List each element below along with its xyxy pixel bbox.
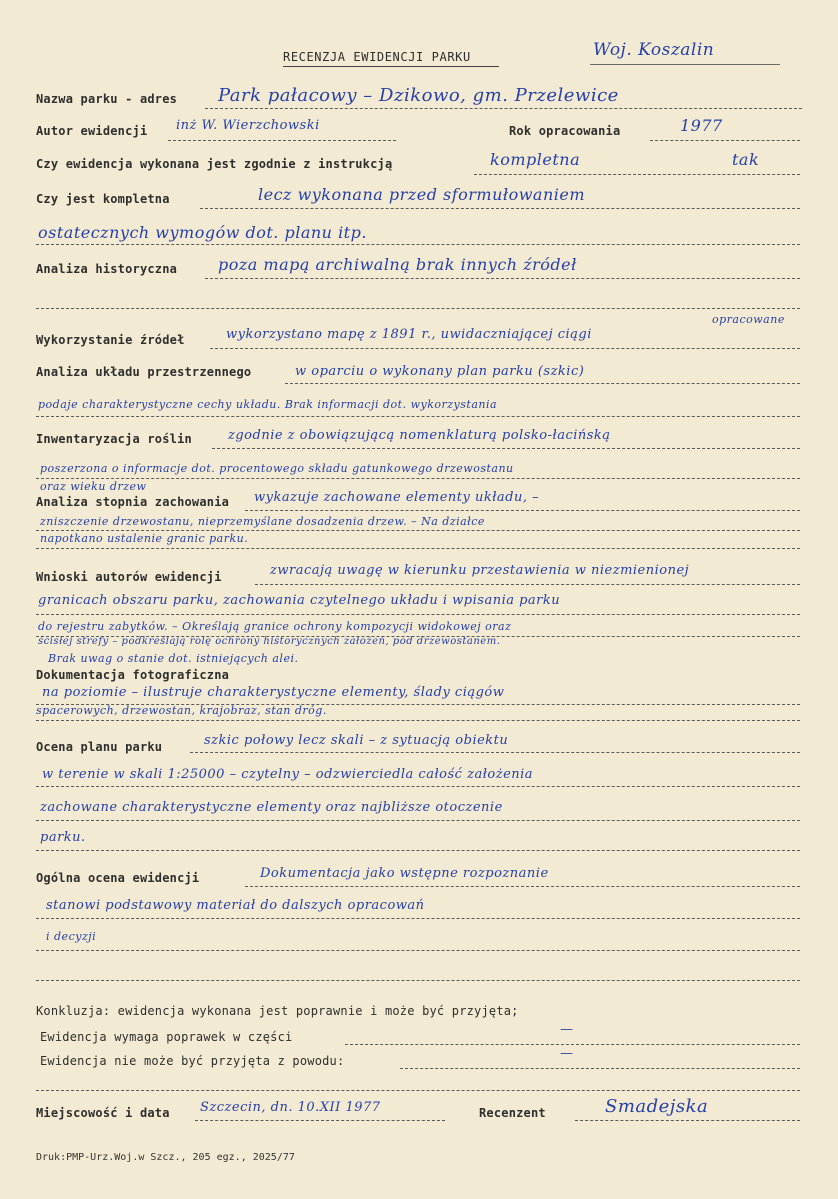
label-overall: Ogólna ocena ewidencji	[36, 871, 200, 885]
value-place-date: Szczecin, dn. 10.XII 1977	[200, 1100, 381, 1115]
label-plan: Ocena planu parku	[36, 740, 163, 754]
line-plan-3	[36, 820, 800, 821]
value-conclusions-3: do rejestru zabytków. – Określają granice ochrony kompozycji widokowej oraz	[38, 620, 512, 633]
line-overall-4	[36, 980, 800, 981]
value-preservation-2: zniszczenie drzewostanu, nieprzemyślane dosadzenia drzew. – Na działce	[40, 515, 485, 528]
line-overall-3	[36, 950, 800, 951]
label-inventory: Inwentaryzacja roślin	[36, 432, 192, 446]
value-photos-2: spacerowych, drzewostan, krajobraz, stan dróg.	[36, 704, 327, 717]
label-rejected: Ewidencja nie może być przyjęta z powodu:	[40, 1054, 345, 1068]
label-history: Analiza historyczna	[36, 262, 178, 276]
line-complete-2	[36, 244, 800, 245]
value-corrections: —	[560, 1022, 574, 1037]
label-instruction: Czy ewidencja wykonana jest zgodnie z instrukcją	[36, 157, 393, 171]
value-rejected: —	[560, 1046, 574, 1061]
printer-footnote: Druk:PMP-Urz.Woj.w Szcz., 205 egz., 2025/77	[36, 1152, 295, 1163]
line-corrections	[345, 1044, 800, 1045]
label-park-name: Nazwa parku - adres	[36, 92, 178, 106]
label-preservation: Analiza stopnia zachowania	[36, 495, 230, 509]
value-complete-1: lecz wykonana przed sformułowaniem	[258, 185, 586, 204]
reviewer-signature: Smadejska	[605, 1096, 709, 1117]
line-sources	[210, 348, 800, 349]
line-photos-2	[36, 720, 800, 721]
label-complete: Czy jest kompletna	[36, 192, 170, 206]
line-year	[650, 140, 800, 141]
line-reviewer	[575, 1120, 800, 1121]
line-rejected	[400, 1068, 800, 1069]
value-plan-2: w terenie w skali 1:25000 – czytelny – odzwierciedla całość założenia	[42, 767, 534, 782]
label-conclusion: Konkluzja: ewidencja wykonana jest poprawnie i może być przyjęta;	[36, 1004, 519, 1018]
line-plan-1	[190, 752, 800, 753]
voivodeship-note: Woj. Koszalin	[593, 40, 715, 60]
value-overall-1: Dokumentacja jako wstępne rozpoznanie	[260, 866, 549, 881]
label-sources: Wykorzystanie źródeł	[36, 333, 185, 347]
line-place-date	[195, 1120, 445, 1121]
line-instruction	[474, 174, 800, 175]
line-preservation-2	[36, 530, 800, 531]
line-park-name	[205, 108, 802, 109]
value-plan-4: parku.	[40, 830, 86, 845]
label-author: Autor ewidencji	[36, 124, 148, 138]
value-history: poza mapą archiwalną brak innych źródeł	[218, 255, 577, 274]
value-park-name: Park pałacowy – Dzikowo, gm. Przelewice	[218, 85, 619, 106]
value-instruction-a: kompletna	[490, 150, 581, 169]
value-preservation-3: napotkano ustalenie granic parku.	[40, 532, 249, 545]
value-layout-1: w oparciu o wykonany plan parku (szkic)	[295, 364, 585, 379]
line-author	[168, 140, 396, 141]
line-plan-2	[36, 786, 800, 787]
title-underline	[283, 66, 499, 67]
value-inventory-3: oraz wieku drzew	[40, 480, 147, 493]
label-layout: Analiza układu przestrzennego	[36, 365, 252, 379]
value-year: 1977	[680, 116, 723, 135]
line-inventory-1	[212, 448, 800, 449]
line-rejected-2	[36, 1090, 800, 1091]
value-conclusions-4: ścisłej strefy – podkreślają rolę ochrony historycznych założeń, pod drzewostanem.	[38, 636, 501, 647]
value-layout-2: podaje charakterystyczne cechy układu. Brak informacji dot. wykorzystania	[38, 398, 498, 411]
value-overall-3: i decyzji	[46, 930, 97, 943]
label-conclusions: Wnioski autorów ewidencji	[36, 570, 222, 584]
value-complete-2: ostatecznych wymogów dot. planu itp.	[38, 223, 367, 242]
line-history-2	[36, 308, 800, 309]
value-sources: wykorzystano mapę z 1891 r., uwidaczniającej ciągi	[226, 327, 592, 342]
value-conclusions-2: granicach obszaru parku, zachowania czytelnego układu i wpisania parku	[38, 593, 561, 608]
line-layout-1	[285, 383, 800, 384]
label-photos: Dokumentacja fotograficzna	[36, 668, 230, 682]
value-conclusions-1: zwracają uwagę w kierunku przestawienia w niezmienionej	[270, 563, 690, 578]
line-conclusions-1	[255, 584, 800, 585]
value-plan-1: szkic połowy lecz skali – z sytuacją obiektu	[204, 733, 509, 748]
value-instruction-b: tak	[732, 150, 760, 169]
line-conclusions-2	[36, 614, 800, 615]
line-overall-1	[245, 886, 800, 887]
value-inventory-2: poszerzona o informacje dot. procentowego składu gatunkowego drzewostanu	[40, 462, 514, 475]
value-plan-3: zachowane charakterystyczne elementy oraz najbliższe otoczenie	[40, 800, 503, 815]
line-preservation-1	[245, 510, 800, 511]
form-title: RECENZJA EWIDENCJI PARKU	[283, 50, 471, 64]
line-complete-1	[200, 208, 800, 209]
label-year: Rok opracowania	[509, 124, 621, 138]
value-preservation-1: wykazuje zachowane elementy układu, –	[254, 490, 540, 505]
value-overall-2: stanowi podstawowy materiał do dalszych opracowań	[46, 898, 425, 913]
line-inventory-2	[36, 478, 800, 479]
label-corrections: Ewidencja wymaga poprawek w części	[40, 1030, 293, 1044]
line-preservation-3	[36, 548, 800, 549]
line-history-1	[205, 278, 800, 279]
label-reviewer: Recenzent	[479, 1106, 546, 1120]
value-photos-1: na poziomie – ilustruje charakterystyczne elementy, ślady ciągów	[42, 685, 505, 700]
label-place-date: Miejscowość i data	[36, 1106, 170, 1120]
line-overall-2	[36, 918, 800, 919]
value-sources-note: opracowane	[712, 313, 785, 326]
value-inventory-1: zgodnie z obowiązującą nomenklaturą polsko-łacińską	[228, 428, 611, 443]
voivodeship-line	[590, 64, 780, 65]
value-author: inż W. Wierzchowski	[176, 118, 320, 133]
line-layout-2	[36, 416, 800, 417]
line-plan-4	[36, 850, 800, 851]
value-conclusions-5: Brak uwag o stanie dot. istniejących alei.	[48, 652, 299, 665]
